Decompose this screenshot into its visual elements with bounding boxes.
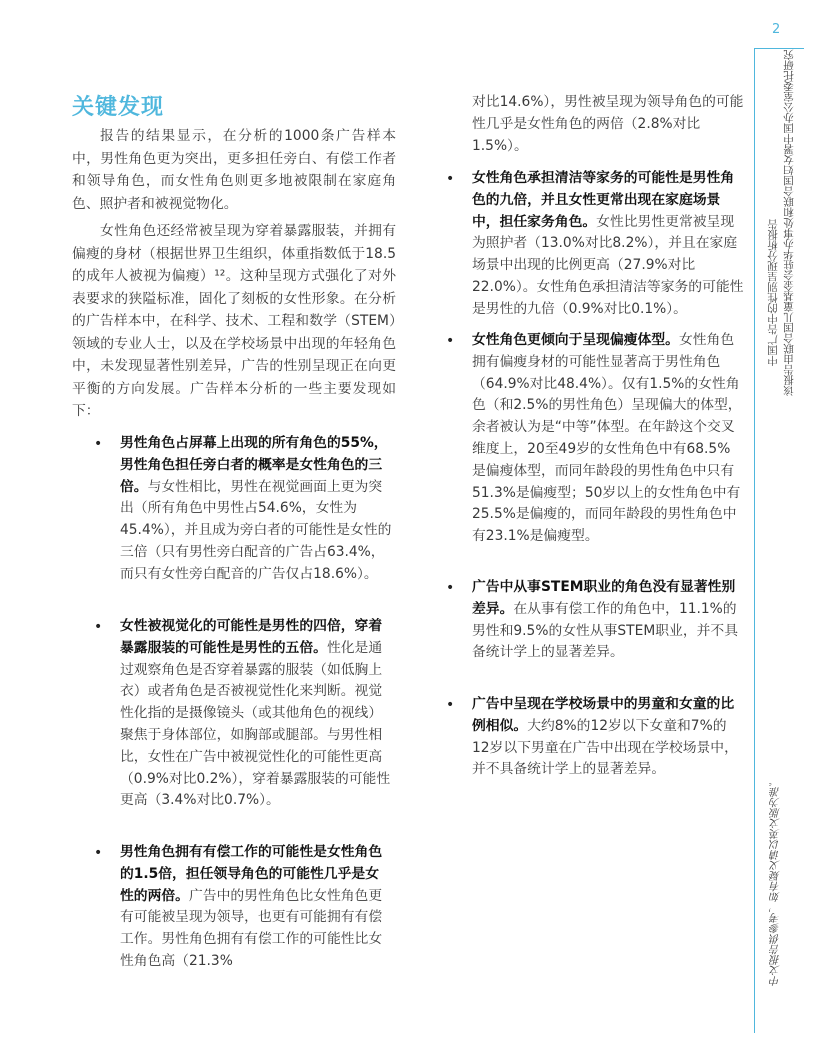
bullet-4: [472, 168, 744, 321]
bullet-3-continued: 对比14.6%），男性被呈现为领导角色的可能性几乎是女性角色的两倍（2.8%对比1.5%）。: [472, 94, 744, 154]
bullet-5: [472, 330, 744, 548]
sidebar-disclaimer: 中文报告供参考，如有疑义请以英文版为准。: [769, 776, 781, 986]
bullet-2: [120, 616, 392, 812]
bullet-dot-6: •: [446, 580, 455, 596]
bullet-1: [120, 433, 392, 586]
intro-paragraph-1: 报告的结果显示，在分析的1000条广告样本中，男性角色更为突出，更多担任旁白、有偿工作者和领导角色，而女性角色则更多地被限制在家庭角色、照护者和被视觉物化。: [72, 128, 396, 212]
bullet-2-bold: 女性被视觉化的可能性是男性的四倍，穿着暴露服装的可能性是男性的五倍。: [120, 618, 383, 656]
sidebar-commission-note: 该报告由联合国儿童基金会驻华办事处和联合国妇女署中国办公室委托研究: [783, 49, 795, 396]
bullet-4-text: 女性比男性更常被呈现为照护者（13.0%对比8.2%），并且在家庭场景中出现的比例更高（27.9%对比22.0%）。女性角色承担清洁等家务的可能性是男性的九倍（0.9%对比0.1%）。: [472, 213, 744, 317]
bullet-dot-1: •: [94, 436, 103, 452]
bullet-5-bold: 女性角色更倾向于呈现偏瘦体型。: [472, 332, 679, 348]
bullet-1-text: 与女性相比，男性在视觉画面上更为突出（所有角色中男性占54.6%，女性为45.4%），并且成为旁白者的可能性是女性的三倍（只有男性旁白配音的广告占63.4%，而只有女性旁白配音的广告仅占18.6%）。: [120, 478, 392, 582]
bullet-dot-5: •: [446, 333, 455, 349]
top-rule: [754, 48, 804, 49]
bullet-1-bold: 男性角色占屏幕上出现的所有角色的55%，男性角色担任旁白者的概率是女性角色的三倍。: [120, 435, 388, 495]
bullet-7: [472, 694, 744, 781]
bullet-dot-2: •: [94, 619, 103, 635]
bullet-dot-7: •: [446, 697, 455, 713]
page-number: 2: [772, 22, 781, 37]
sidebar-report-title: 中国广告中的性别呈现分析报告: [767, 219, 779, 366]
bullet-3-bold: 男性角色拥有有偿工作的可能性是女性角色的1.5倍，担任领导角色的可能性几乎是女性的两倍。: [120, 844, 383, 904]
bullet-5-text: 女性角色拥有偏瘦身材的可能性显著高于男性角色（64.9%对比48.4%）。仅有1.5%的女性角色（和2.5%的男性角色）呈现偏大的体型，余者被认为是“中等”体型。在年龄这个交叉维度上，20至49岁的女性角色中有68.5%是偏瘦体型，而同年龄段的男性角色中只有51.3%是偏瘦型；50岁以上的女性角色中有25.5%是偏瘦的，而同年龄段的男性角色中有23.1%是偏瘦型。: [472, 332, 742, 545]
intro-paragraph-2: 女性角色还经常被呈现为穿着暴露服装，并拥有偏瘦的身材（根据世界卫生组织，体重指数低于18.5的成年人被视为偏瘦）¹²。这种呈现方式强化了对外表要求的狭隘标准，固化了刻板的女性形象。在分析的广告样本中，在科学、技术、工程和数学（STEM）领域的专业人士，以及在学校场景中出现的年轻角色中，未发现显著性别差异，广告的性别呈现正在向更平衡的方向发展。广告样本分析的一些主要发现如下：: [72, 223, 396, 419]
bullet-3-text: 广告中的男性角色比女性角色更有可能被呈现为领导，也更有可能拥有有偿工作。男性角色拥有有偿工作的可能性比女性角色高（21.3%: [120, 887, 383, 969]
bullet-4-bold: 女性角色承担清洁等家务的可能性是男性角色的九倍，并且女性更常出现在家庭场景中，担任家务角色。: [472, 170, 735, 230]
vertical-rule: [754, 48, 755, 1033]
bullet-6-bold: 广告中从事STEM职业的角色没有显著性别差异。: [472, 579, 736, 617]
bullet-6: [472, 577, 744, 664]
bullet-dot-3: •: [94, 845, 103, 861]
bullet-2-text: 性化是通过观察角色是否穿着暴露的服装（如低胸上衣）或者角色是否被视觉性化来判断。视觉性化指的是摄像镜头（或其他角色的视线）聚焦于身体部位，如胸部或腿部。与男性相比，女性在广告中被视觉性化的可能性更高（0.9%对比0.2%），穿着暴露服装的可能性更高（3.4%对比0.7%）。: [120, 639, 391, 809]
bullet-7-text: 大约8%的12岁以下女童和7%的12岁以下男童在广告中出现在学校场景中，并不具备统计学上的显著差异。: [472, 717, 738, 778]
bullet-6-text: 在从事有偿工作的角色中，11.1%的男性和9.5%的女性从事STEM职业，并不具备统计学上的显著差异。: [472, 600, 739, 661]
bullet-3: [120, 842, 392, 973]
bullet-7-bold: 广告中呈现在学校场景中的男童和女童的比例相似。: [472, 696, 735, 734]
bullet-dot-4: •: [446, 171, 455, 187]
section-heading: 关键发现: [72, 95, 165, 120]
